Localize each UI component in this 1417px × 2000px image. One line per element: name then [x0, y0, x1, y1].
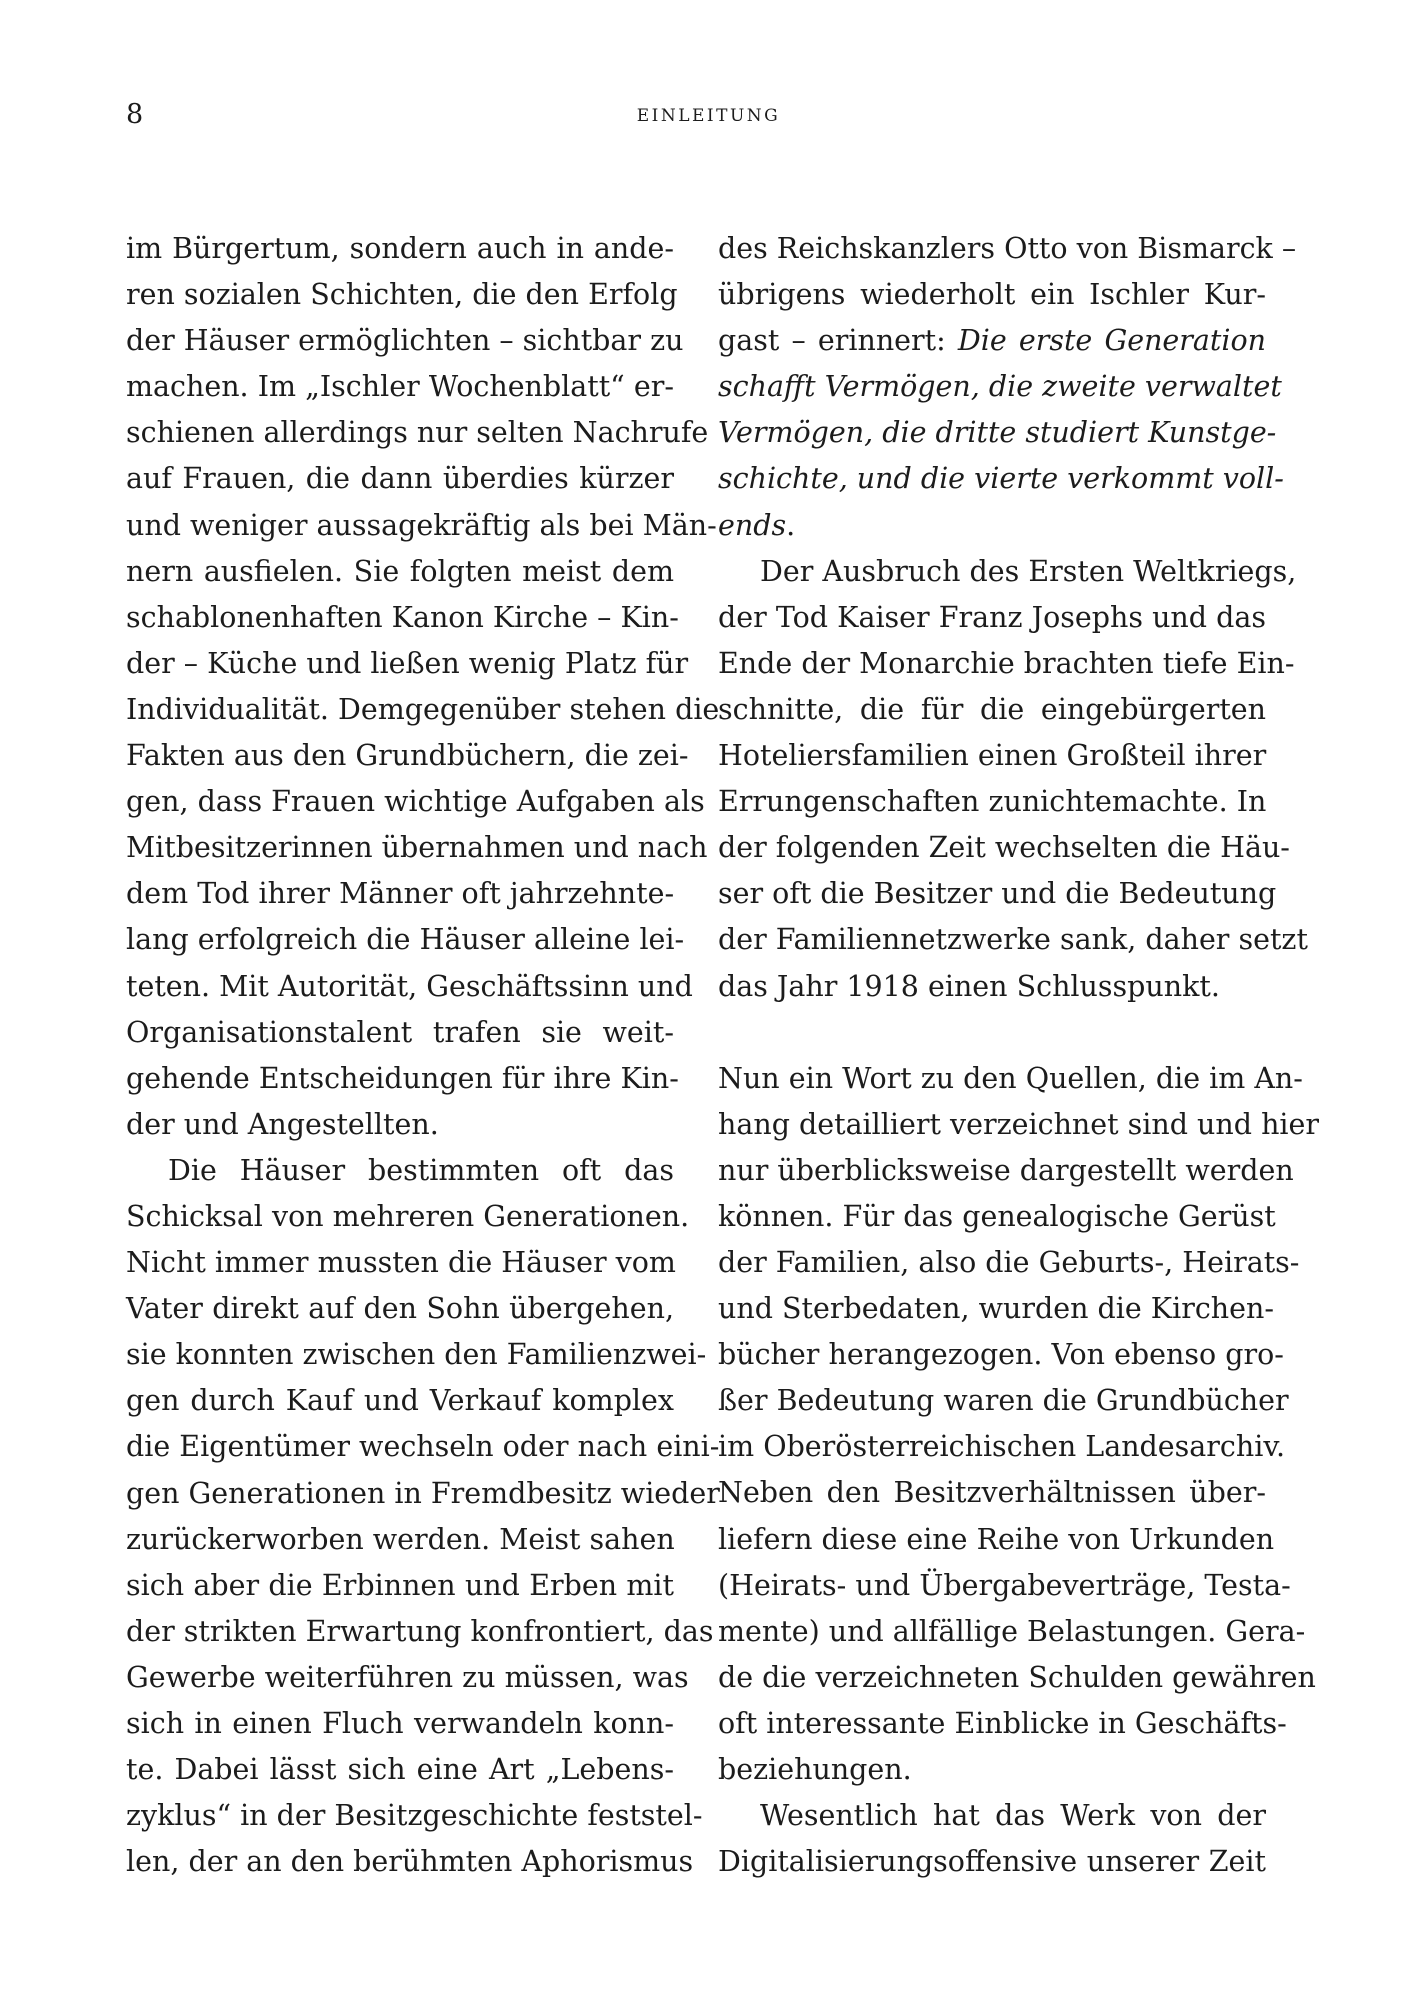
text-line: Die Häuser bestimmten oft das	[168, 1153, 674, 1187]
text-line: des Reichskanzlers Otto von Bismarck –	[718, 232, 1297, 265]
text-line: teten. Mit Autorität, Geschäftssinn und	[126, 969, 693, 1003]
text-line: Digitalisierungsoffensive unserer Zeit	[718, 1845, 1266, 1879]
quote-line: schichte, und die vierte verkommt voll-	[718, 462, 1284, 496]
text-line: der Familiennetzwerke sank, daher setzt	[718, 923, 1308, 957]
text-line: (Heirats- und Übergabeverträge, Testa-	[718, 1568, 1291, 1602]
quote-line: Vermögen, die dritte studiert Kunstge-	[718, 416, 1277, 450]
text-line: auf Frauen, die dann überdies kürzer	[126, 462, 674, 496]
text-line: machen. Im „Ischler Wochenblatt“ er-	[126, 370, 674, 404]
text-run: gast – erinnert:	[718, 324, 958, 358]
text-line: Hoteliersfamilien einen Großteil ihrer	[718, 739, 1267, 773]
text-line: sich aber die Erbinnen und Erben mit	[126, 1568, 674, 1602]
text-line: zyklus“ in der Besitzgeschichte feststel-	[126, 1799, 703, 1833]
text-line: Schicksal von mehreren Generationen.	[126, 1199, 690, 1233]
text-line: der folgenden Zeit wechselten die Häu-	[718, 831, 1290, 865]
text-line: ser oft die Besitzer und die Bedeutung	[718, 877, 1277, 911]
text-line: sich in einen Fluch verwandeln konn-	[126, 1707, 674, 1740]
text-line: lang erfolgreich die Häuser alleine lei-	[126, 923, 685, 957]
text-line: Organisationstalent trafen sie weit-	[126, 1015, 674, 1049]
text-line	[718, 318, 1266, 364]
text-line: zurückerworben werden. Meist sahen	[126, 1522, 675, 1556]
text-line: Fakten aus den Grundbüchern, die zei-	[126, 739, 689, 773]
text-line	[718, 503, 1266, 549]
quote-line: schafft Vermögen, die zweite verwaltet	[718, 370, 1282, 404]
text-line: schablonenhaften Kanon Kirche – Kin-	[126, 600, 679, 634]
text-line: und weniger aussagekräftig als bei Män-	[126, 508, 717, 542]
text-line: mente) und allfällige Belastungen. Gera-	[718, 1614, 1306, 1648]
text-line: de die verzeichneten Schulden gewähren	[718, 1660, 1316, 1694]
text-line: der Familien, also die Geburts-, Heirats-	[718, 1245, 1300, 1279]
text-line: ßer Bedeutung waren die Grundbücher	[718, 1384, 1289, 1418]
text-line: Nun ein Wort zu den Quellen, die im An-	[718, 1061, 1303, 1095]
text-line: liefern diese eine Reihe von Urkunden	[718, 1522, 1275, 1556]
text-line: bücher herangezogen. Von ebenso gro-	[718, 1338, 1284, 1372]
text-line: te. Dabei lässt sich eine Art „Lebens-	[126, 1753, 674, 1787]
text-line: gen Generationen in Fremdbesitz wieder	[126, 1476, 720, 1510]
text-line: das Jahr 1918 einen Schlusspunkt.	[718, 969, 1220, 1003]
text-line: beziehungen.	[718, 1753, 912, 1786]
text-line: der Tod Kaiser Franz Josephs und das	[718, 600, 1266, 634]
running-head: EINLEITUNG	[636, 106, 781, 126]
text-line: Neben den Besitzverhältnissen über-	[718, 1476, 1266, 1510]
text-line: Errungenschaften zunichtemachte. In	[718, 785, 1267, 819]
text-line: gehende Entscheidungen für ihre Kin-	[126, 1061, 679, 1095]
text-line: Vater direkt auf den Sohn übergehen,	[126, 1292, 674, 1326]
text-line: Wesentlich hat das Werk von der	[760, 1799, 1266, 1833]
left-column	[126, 226, 720, 1885]
text-line: Mitbesitzerinnen übernahmen und nach	[126, 831, 708, 865]
text-line: übrigens wiederholt ein Ischler Kur-	[718, 278, 1266, 312]
text-line: der strikten Erwartung konfrontiert, das	[126, 1614, 714, 1648]
quote-italic: ends	[718, 508, 787, 542]
text-line: und Sterbedaten, wurden die Kirchen-	[718, 1292, 1275, 1326]
text-line: der und Angestellten.	[126, 1107, 439, 1141]
text-line: schnitte, die für die eingebürgerten	[718, 692, 1266, 726]
text-line: oft interessante Einblicke in Geschäfts-	[718, 1706, 1287, 1740]
quote-italic: Die erste Generation	[957, 324, 1266, 358]
text-line: Gewerbe weiterführen zu müssen, was	[126, 1660, 689, 1694]
text-line: hang detailliert verzeichnet sind und hier	[718, 1107, 1320, 1141]
text-line: Nicht immer mussten die Häuser vom	[126, 1246, 676, 1280]
page-number: 8	[126, 99, 144, 130]
text-line: gen, dass Frauen wichtige Aufgaben als	[126, 785, 705, 819]
text-line: der – Küche und ließen wenig Platz für	[126, 646, 689, 680]
text-line: die Eigentümer wechseln oder nach eini-	[126, 1430, 720, 1464]
text-line: Der Ausbruch des Ersten Weltkriegs,	[760, 554, 1297, 588]
text-line: der Häuser ermöglichten – sichtbar zu	[126, 324, 684, 358]
text-line: im Bürgertum, sondern auch in ande-	[126, 232, 674, 265]
text-line: können. Für das genealogische Gerüst	[718, 1199, 1276, 1233]
text-line: sie konnten zwischen den Familienzwei-	[126, 1338, 707, 1372]
text-line: nur überblicksweise dargestellt werden	[718, 1153, 1294, 1187]
text-line: schienen allerdings nur selten Nachrufe	[126, 416, 709, 450]
right-column	[718, 226, 1320, 1885]
text-line: Ende der Monarchie brachten tiefe Ein-	[718, 646, 1295, 680]
text-line: len, der an den berühmten Aphorismus	[126, 1845, 694, 1879]
text-line: im Oberösterreichischen Landesarchiv.	[718, 1430, 1286, 1464]
text-line: gen durch Kauf und Verkauf komplex	[126, 1384, 674, 1418]
text-line: ren sozialen Schichten, die den Erfolg	[126, 278, 678, 312]
text-line: Individualität. Demgegenüber stehen die	[126, 692, 720, 726]
text-line: nern ausfielen. Sie folgten meist dem	[126, 554, 674, 588]
text-run: .	[786, 508, 796, 542]
text-line: dem Tod ihrer Männer oft jahrzehnte-	[126, 877, 675, 911]
